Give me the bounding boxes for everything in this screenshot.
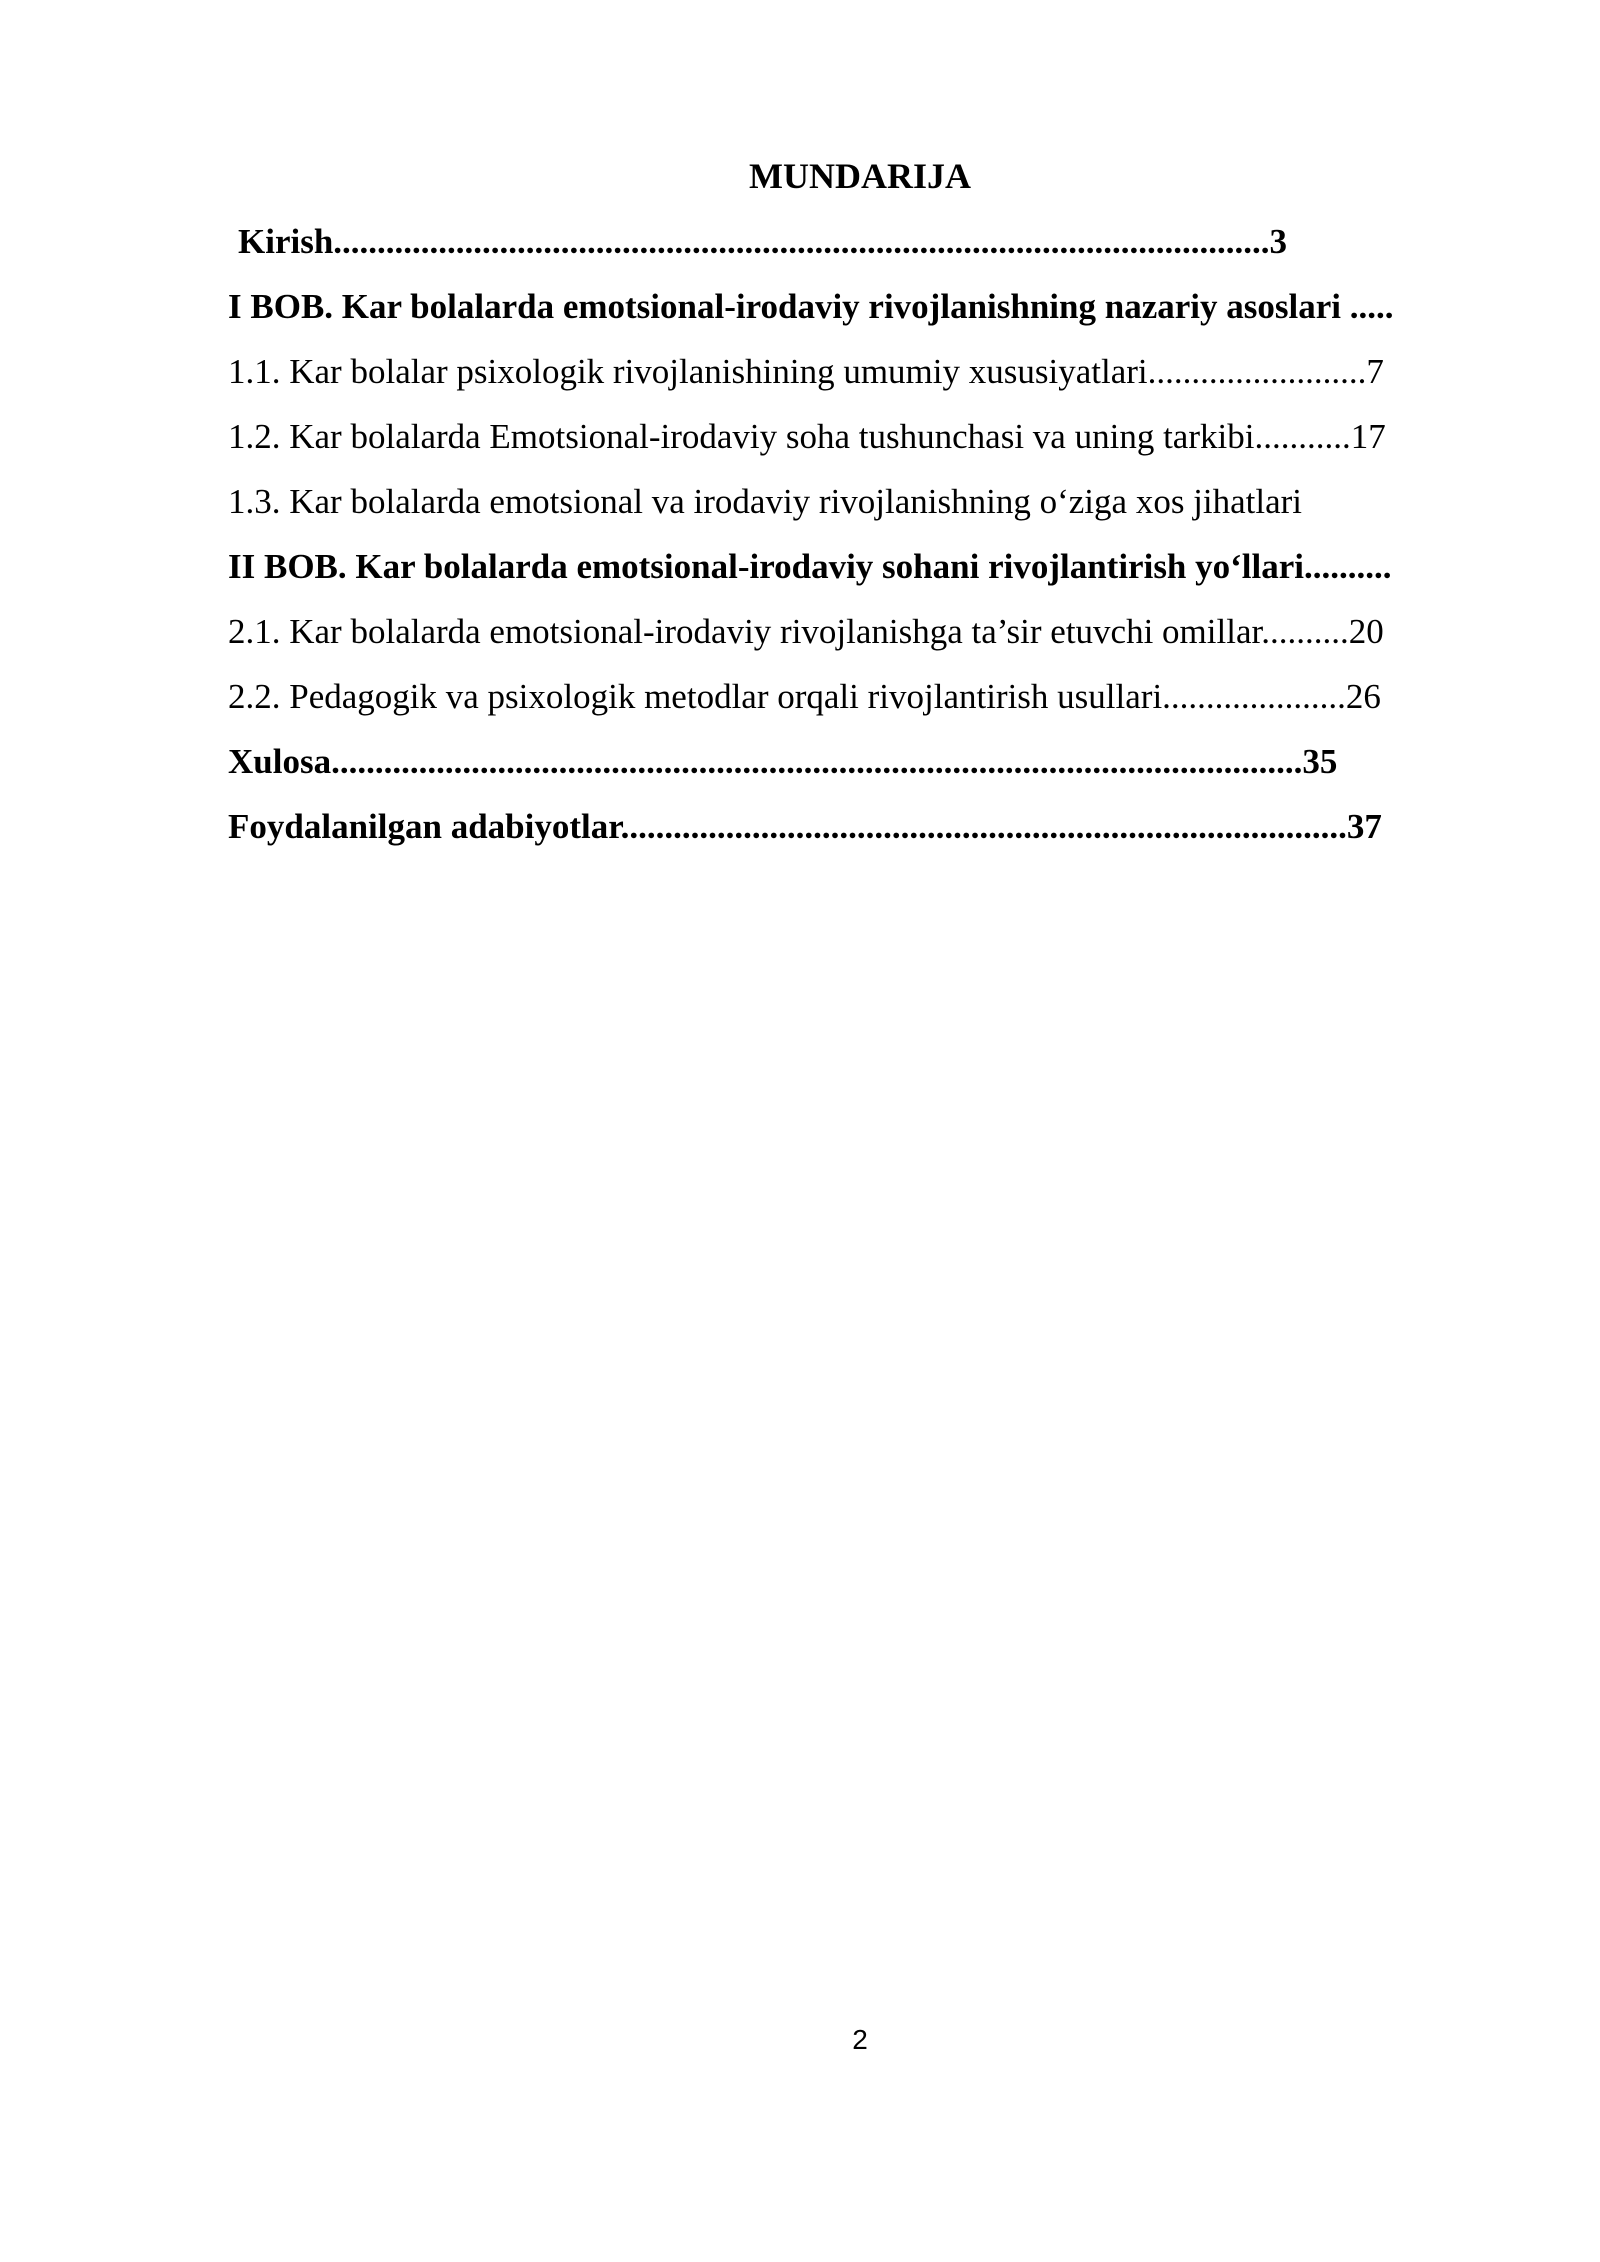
toc-entry-kirish[interactable] xyxy=(228,212,1493,277)
toc-entry-page: 20 xyxy=(1348,612,1384,651)
toc-entry-page: 3 xyxy=(1269,222,1288,261)
toc-entry-xulosa[interactable] xyxy=(228,732,1493,797)
toc-entry-section-2-2[interactable] xyxy=(228,667,1493,732)
toc-entry-leader: .......... xyxy=(1261,612,1349,651)
toc-entry-text: I BOB. Kar bolalarda emotsional-irodaviy rivojlanishning nazariy asoslari xyxy=(228,287,1341,326)
toc-entry-text: II BOB. Kar bolalarda emotsional-irodaviy sohani rivojlantirish yo‘llari xyxy=(228,547,1305,586)
toc-entry-leader: ................................................................................... xyxy=(620,807,1347,846)
toc-entry-adabiyotlar[interactable] xyxy=(228,797,1493,862)
toc-entry-chapter-2[interactable] xyxy=(228,537,1493,602)
toc-entry-leader: ........... xyxy=(1254,417,1351,456)
toc-entry-page: 37 xyxy=(1346,807,1382,846)
toc-entry-page: 26 xyxy=(1345,677,1381,716)
toc-entry-text: Xulosa xyxy=(228,742,332,781)
table-of-contents xyxy=(228,212,1493,862)
toc-entry-text: 1.2. Kar bolalarda Emotsional-irodaviy soha tushunchasi va uning tarkibi xyxy=(228,417,1255,456)
toc-entry-text: Foydalanilgan adabiyotlar xyxy=(228,807,621,846)
toc-entry-leader: .......... xyxy=(1304,547,1392,586)
toc-entry-leader: ......................... xyxy=(1147,352,1367,391)
toc-entry-text: 2.2. Pedagogik va psixologik metodlar orqali rivojlantirish usullari xyxy=(228,677,1163,716)
toc-entry-section-1-1[interactable] xyxy=(228,342,1493,407)
toc-entry-section-2-1[interactable] xyxy=(228,602,1493,667)
toc-entry-text: Kirish xyxy=(238,222,334,261)
toc-entry-page: 35 xyxy=(1302,742,1338,781)
toc-entry-chapter-1[interactable] xyxy=(228,277,1493,342)
toc-entry-section-1-3[interactable] xyxy=(228,472,1493,537)
toc-entry-page: 7 xyxy=(1366,352,1384,391)
toc-entry-leader: ............................................................................................................... xyxy=(331,742,1303,781)
page-title: MUNDARIJA xyxy=(749,156,971,196)
toc-entry-page: 17 xyxy=(1350,417,1386,456)
toc-entry-leader: ..................... xyxy=(1162,677,1346,716)
toc-entry-leader: ........................................................................................................... xyxy=(333,222,1270,261)
toc-entry-section-1-2[interactable] xyxy=(228,407,1493,472)
page-number: 2 xyxy=(852,2024,868,2055)
toc-entry-text: 1.1. Kar bolalar psixologik rivojlanishining umumiy xususiyatlari xyxy=(228,352,1148,391)
toc-entry-text: 1.3. Kar bolalarda emotsional va irodaviy rivojlanishning o‘ziga xos jihatlari xyxy=(228,482,1303,521)
toc-entry-leader: ..... xyxy=(1340,287,1394,326)
toc-entry-text: 2.1. Kar bolalarda emotsional-irodaviy rivojlanishga ta’sir etuvchi omillar xyxy=(228,612,1262,651)
